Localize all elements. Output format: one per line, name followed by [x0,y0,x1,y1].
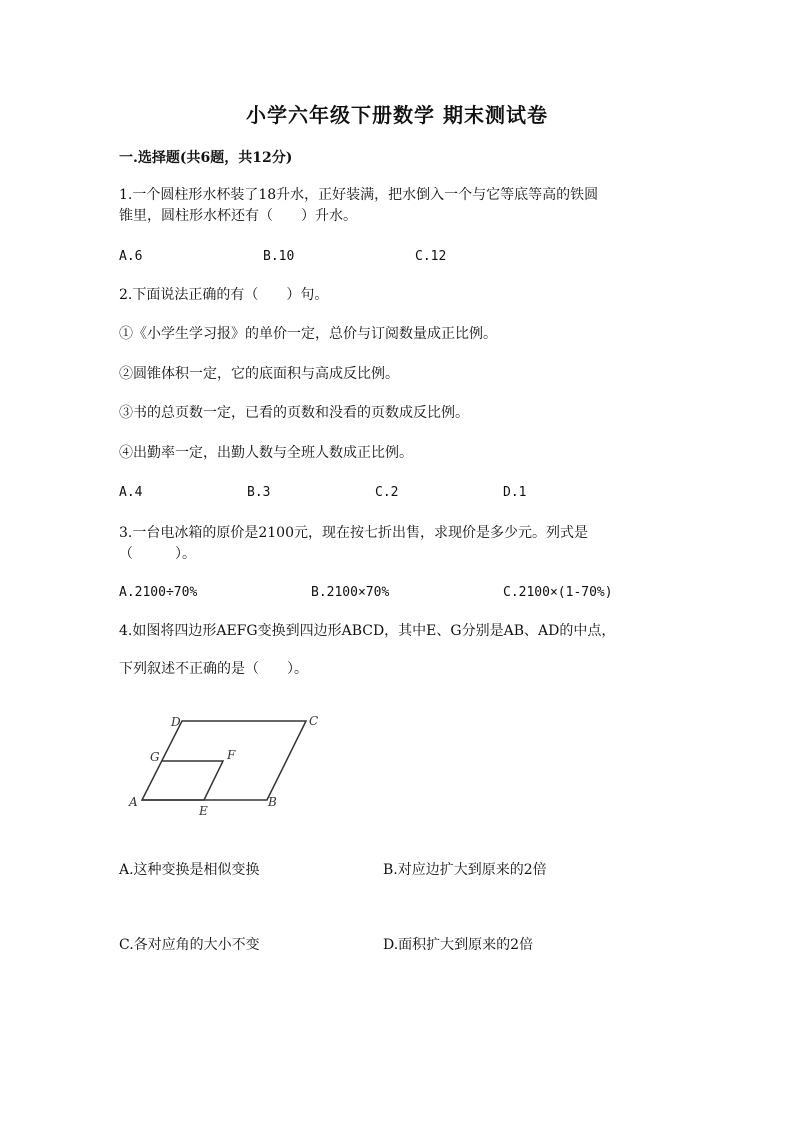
q4-option-a: A.这种变换是相似变换 [119,862,260,878]
q2-option-c: C.2 [375,485,399,500]
q1-stem-line2: 锥里，圆柱形水杯还有（ ）升水。 [119,208,357,224]
q2-statement-3: ③书的总页数一定，已看的页数和没看的页数成反比例。 [119,405,469,421]
q2-option-b: B.3 [247,485,271,500]
label-g: G [150,750,160,764]
q2-statement-2: ②圆锥体积一定，它的底面积与高成反比例。 [119,366,399,382]
label-b: B [268,795,277,809]
q2-statement-4: ④出勤率一定，出勤人数与全班人数成正比例。 [119,445,413,461]
q1-option-a: A.6 [119,249,143,264]
q2-option-a: A.4 [119,485,143,500]
parallelogram-figure [126,708,336,823]
label-c: C [309,714,319,728]
q4-option-c: C.各对应角的大小不变 [119,937,260,953]
label-d: D [171,715,181,729]
q1-option-b: B.10 [263,249,295,264]
q3-stem-line2: （ ）。 [119,546,196,562]
page-title: 小学六年级下册数学 期末测试卷 [246,103,548,127]
q2-option-d: D.1 [503,485,527,500]
q2-stem: 2.下面说法正确的有（ ）句。 [119,287,329,303]
q4-option-b: B.对应边扩大到原来的2倍 [383,862,547,878]
section-heading: 一.选择题(共6题，共12分) [119,150,293,166]
q3-stem-line1: 3.一台电冰箱的原价是2100元，现在按七折出售，求现价是多少元。列式是 [119,525,588,541]
q1-stem-line1: 1.一个圆柱形水杯装了18升水，正好装满，把水倒入一个与它等底等高的铁圆 [119,187,599,203]
label-f: F [227,748,236,762]
q4-stem-line1: 4.如图将四边形AEFG变换到四边形ABCD，其中E、G分别是AB、AD的中点， [119,623,616,639]
q3-option-c: C.2100×(1-70%) [503,585,613,600]
q2-statement-1: ①《小学生学习报》的单价一定，总价与订阅数量成正比例。 [119,326,497,342]
q3-option-b: B.2100×70% [311,585,390,600]
q4-option-d: D.面积扩大到原来的2倍 [383,937,534,953]
label-e: E [199,804,208,818]
q1-option-c: C.12 [415,249,447,264]
label-a: A [129,795,138,809]
q4-stem-line2: 下列叙述不正确的是（ ）。 [119,661,308,677]
parallelogram-aefg [142,761,223,800]
q3-option-a: A.2100÷70% [119,585,198,600]
